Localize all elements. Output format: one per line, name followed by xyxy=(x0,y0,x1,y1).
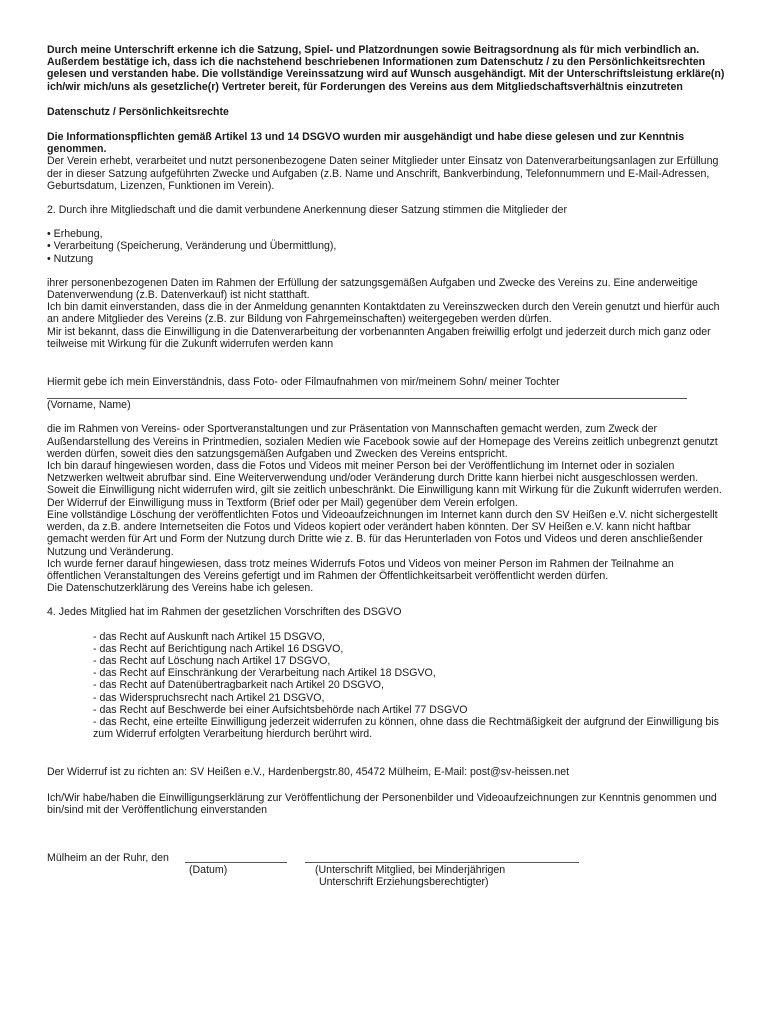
section-heading: Datenschutz / Persönlichkeitsrechte xyxy=(47,105,229,118)
date-label: (Datum) xyxy=(189,863,228,876)
privacy-read-text: Die Datenschutzerklärung des Vereins habe ich gelesen. xyxy=(47,582,314,595)
list-item: - das Recht auf Einschränkung der Verarbeitung nach Artikel 18 DSGVO, xyxy=(93,667,436,680)
date-entry-line[interactable] xyxy=(185,862,287,863)
voluntary-consent-text: Mir ist bekannt, dass die Einwilligung in die Datenverarbeitung der vorbenannten Angaben freiwillig erfolgt und jederzeit durch mich ganz oder teilweise mit Wirkung für die Zukunft widerrufen werden kann xyxy=(47,325,711,350)
withdrawal-address: Der Widerruf ist zu richten an: SV Heißen e.V., Hardenbergstr.80, 45472 Mülheim, E-Mail: post@sv-heissen.net xyxy=(47,766,570,779)
withdrawal-notice-text: Ich wurde ferner darauf hingewiesen, dass trotz meines Widerrufs Fotos und Videos von meiner Person im Rahmen der Teilnahme an öffentlichen Veranstaltungen des Vereins gefertigt und im Rahmen der Öffentlichkeitsarbeit veröffentlicht werden dürfen. xyxy=(47,557,674,582)
list-item: • Erhebung, xyxy=(47,228,103,241)
consent-text: ihrer personenbezogenen Daten im Rahmen der Erfüllung der satzungsgemäßen Aufgaben und Zwecke des Vereins zu. Eine anderweitige Datenverwendung (z.B. Datenverkauf) ist nicht statthaft. xyxy=(47,276,698,302)
list-item: • Nutzung xyxy=(47,252,94,265)
intro-statement: Durch meine Unterschrift erkenne ich die Satzung, Spiel- und Platzordnungen sowie Beitragsordnung als für mich verbindlich an. Außerdem bestätige ich, dass ich die nachstehend beschriebenen Informationen zum Datenschutz / zu den Persönlichkeitsrechten gelesen und verstanden habe. Die vollständige Vereinssatzung wird auf Wunsch ausgehändigt. Mit der Unterschriftsleistung erkläre(n) ich/wir mich/uns als gesetzliche(r) Vertreter bereit, für Forderungen des Vereins aus dem Mitgliedschaftsverhältnis einzutreten xyxy=(47,44,725,93)
list-item: - das Recht, eine erteilte Einwilligung jederzeit widerrufen zu können, ohne dass die Rechtmäßigkeit der aufgrund der Einwilligung bis zum Widerruf erfolgten Verarbeitung hierdurch berührt wird. xyxy=(93,715,719,741)
rights-list xyxy=(47,631,727,741)
final-consent-text: Ich/Wir habe/haben die Einwilligungserklärung zur Veröffentlichung der Personenbilder und Videoaufzeichnungen zur Kenntnis genommen und bin/sind mit der Veröffentlichung einverstanden xyxy=(47,791,717,816)
list-item: - das Recht auf Löschung nach Artikel 17 DSGVO, xyxy=(93,654,331,667)
list-item: - das Recht auf Beschwerde bei einer Aufsichtsbehörde nach Artikel 77 DSGVO xyxy=(93,703,468,716)
signature-entry-line[interactable] xyxy=(305,862,579,863)
deletion-notice-text: Eine vollständige Löschung der veröffentlichten Fotos und Videoaufzeichnungen im Internet kann durch den SV Heißen e.V. nicht sichergestellt werden, da z.B. andere Internetseiten die Fotos und Videos kopiert oder verändert haben könnten. Der SV Heißen e.V. kann nicht haftbar gemacht werden für Art und Form der Nutzung durch Dritte wie z. B. für das Herunterladen von Fotos und Videos und deren anschließender Nutzung und Veränderung. xyxy=(47,508,718,558)
list-item: - das Widerspruchsrecht nach Artikel 21 DSGVO, xyxy=(93,691,325,704)
list-item: • Verarbeitung (Speicherung, Veränderung und Übermittlung), xyxy=(47,240,337,253)
contact-data-text: Ich bin damit einverstanden, dass die in der Anmeldung genannten Kontaktdaten zu Vereinszwecken durch den Verein genutzt und hierfür auch an andere Mitglieder des Vereins (z.B. zur Bildung von Fahrgemeinschaften) weitergegeben werden dürfen. xyxy=(47,301,720,326)
photo-terms-block xyxy=(47,423,727,594)
list-item: - das Recht auf Auskunft nach Artikel 15 DSGVO, xyxy=(93,630,326,643)
photo-consent-statement: Hiermit gebe ich mein Einverständnis, dass Foto- oder Filmaufnahmen von mir/meinem Sohn/ meiner Tochter xyxy=(47,376,560,389)
signature-label-line-2: Unterschrift Erziehungsberechtigter) xyxy=(319,876,489,889)
list-item: - das Recht auf Berichtigung nach Artikel 16 DSGVO, xyxy=(93,642,344,655)
signature-block xyxy=(47,852,727,892)
signature-label xyxy=(315,864,595,888)
list-item: - das Recht auf Datenübertragbarkeit nach Artikel 20 DSGVO, xyxy=(93,679,384,692)
photo-usage-text: die im Rahmen von Vereins- oder Sportveranstaltungen und zur Präsentation von Mannschaften gemacht werden, zum Zweck der Außendarstellung des Vereins in Printmedien, sozialen Medien wie Facebook sowie auf der Homepage des Vereins zeitlich unbegrenzt genutzt werden dürfen, soweit dies den satzungsgemäßen Aufgaben und Zwecken des Vereins entspricht. xyxy=(47,423,718,460)
point-4-text: 4. Jedes Mitglied hat im Rahmen der gesetzlichen Vorschriften des DSGVO xyxy=(47,606,402,619)
processing-bullet-list xyxy=(47,228,727,265)
internet-notice-text: Ich bin darauf hingewiesen worden, dass die Fotos und Videos mit meiner Person bei der Veröffentlichung im Internet oder in sozialen Netzwerken weltweit abrufbar sind. Eine Weiterverwendung und/oder Veränderung durch Dritte kann hierbei nicht ausgeschlossen werden. Soweit die Einwilligung nicht widerrufen wird, gilt sie zeitlich unbeschränkt. Die Einwilligung kann mit Wirkung für die Zukunft widerrufen werden. Der Widerruf der Einwilligung muss in Textform (Brief oder per Mail) gegenüber dem Verein erfolgen. xyxy=(47,460,722,509)
info-obligation-statement: Die Informationspflichten gemäß Artikel 13 und 14 DSGVO wurden mir ausgehändigt und habe diese gelesen und zur Kenntnis genommen. xyxy=(47,131,685,156)
place-label: Mülheim an der Ruhr, den xyxy=(47,851,169,864)
name-label: (Vorname, Name) xyxy=(47,399,131,412)
signature-label-line-1: (Unterschrift Mitglied, bei Minderjährigen xyxy=(315,863,506,876)
data-processing-text: Der Verein erhebt, verarbeitet und nutzt personenbezogene Daten seiner Mitglieder unter Einsatz von Datenverarbeitungsanlagen zur Erfüllung der in dieser Satzung aufgeführten Zwecke und Aufgaben (z.B. Name und Anschrift, Bankverbindung, Telefonnummern und E-Mail-Adressen, Geburtsdatum, Lizenzen, Funktionen im Verein). xyxy=(47,155,719,192)
document-page xyxy=(47,44,727,892)
point-2-text: 2. Durch ihre Mitgliedschaft und die damit verbundene Anerkennung dieser Satzung stimmen die Mitglieder der xyxy=(47,204,567,217)
